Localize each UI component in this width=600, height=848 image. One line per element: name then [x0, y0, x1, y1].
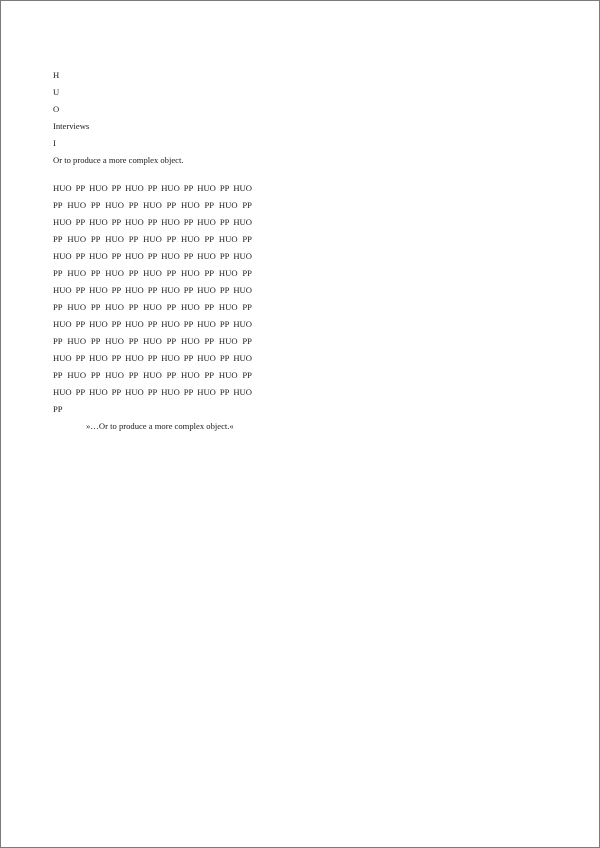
grid-token: HUO	[181, 302, 200, 312]
grid-token: HUO	[181, 200, 200, 210]
grid-token: HUO	[53, 387, 72, 397]
grid-token: HUO	[105, 234, 124, 244]
grid-token: PP	[53, 370, 63, 380]
grid-token: PP	[53, 336, 63, 346]
grid-token: PP	[242, 200, 252, 210]
grid-token: PP	[128, 200, 139, 210]
grid-row	[53, 401, 252, 418]
grid-token: PP	[53, 268, 63, 278]
grid-token: HUO	[181, 370, 200, 380]
grid-token: PP	[75, 183, 86, 193]
grid-token: HUO	[181, 336, 200, 346]
grid-token: PP	[147, 217, 158, 227]
grid-token: HUO	[125, 285, 144, 295]
grid-token: PP	[147, 285, 158, 295]
grid-token: HUO	[181, 268, 200, 278]
grid-token: HUO	[161, 319, 180, 329]
grid-token: PP	[219, 251, 230, 261]
grid-token: PP	[219, 353, 230, 363]
grid-token: HUO	[218, 336, 238, 346]
grid-token: PP	[53, 404, 63, 414]
grid-row	[53, 299, 252, 316]
grid-token: HUO	[161, 387, 180, 397]
grid-token: HUO	[67, 370, 87, 380]
grid-token: PP	[183, 387, 194, 397]
grid-token: PP	[111, 183, 122, 193]
grid-token: HUO	[197, 387, 216, 397]
grid-token: HUO	[197, 353, 216, 363]
grid-token: PP	[242, 302, 252, 312]
grid-row	[53, 316, 252, 333]
grid-token: HUO	[233, 251, 252, 261]
grid-token: PP	[183, 183, 194, 193]
grid-token: PP	[128, 234, 139, 244]
grid-token: HUO	[218, 302, 238, 312]
grid-token: HUO	[67, 336, 87, 346]
grid-token: PP	[147, 319, 158, 329]
grid-token: PP	[204, 234, 215, 244]
grid-token: HUO	[53, 217, 72, 227]
grid-row	[53, 384, 252, 401]
grid-row	[53, 333, 252, 350]
grid-token: HUO	[218, 234, 238, 244]
grid-row	[53, 248, 252, 265]
grid-token: PP	[242, 268, 252, 278]
grid-token: PP	[53, 302, 63, 312]
grid-token: PP	[111, 319, 122, 329]
header-letter-h: H	[53, 70, 60, 80]
grid-token: PP	[90, 370, 101, 380]
grid-token: HUO	[105, 268, 124, 278]
grid-token: HUO	[143, 200, 162, 210]
initials-grid	[53, 180, 253, 418]
grid-token: PP	[147, 387, 158, 397]
grid-token: HUO	[89, 217, 108, 227]
grid-token: HUO	[67, 268, 87, 278]
grid-token: PP	[128, 370, 139, 380]
section-number: I	[53, 138, 56, 148]
grid-row	[53, 350, 252, 367]
grid-token: HUO	[197, 285, 216, 295]
grid-token: HUO	[143, 302, 162, 312]
grid-token: PP	[204, 370, 215, 380]
grid-row	[53, 265, 252, 282]
grid-token: HUO	[89, 251, 108, 261]
spacer	[53, 169, 253, 180]
grid-token: PP	[166, 234, 177, 244]
grid-token: HUO	[161, 217, 180, 227]
grid-token: PP	[242, 234, 252, 244]
grid-token: PP	[166, 200, 177, 210]
grid-token: PP	[204, 268, 215, 278]
grid-token: PP	[219, 387, 230, 397]
grid-token: PP	[75, 387, 86, 397]
grid-token: PP	[111, 217, 122, 227]
grid-token: PP	[75, 285, 86, 295]
header-letter-o: O	[53, 104, 60, 114]
section-title: Interviews	[53, 121, 90, 131]
grid-token: HUO	[161, 353, 180, 363]
grid-token: HUO	[218, 268, 238, 278]
grid-token: HUO	[233, 285, 252, 295]
grid-row	[53, 282, 252, 299]
grid-token: PP	[219, 217, 230, 227]
grid-token: PP	[111, 251, 122, 261]
grid-token: HUO	[67, 200, 87, 210]
grid-token: PP	[166, 268, 177, 278]
grid-token: PP	[111, 353, 122, 363]
grid-token: PP	[75, 353, 86, 363]
page-subtitle: Or to produce a more complex object.	[53, 155, 184, 165]
grid-token: PP	[183, 353, 194, 363]
grid-token: HUO	[53, 319, 72, 329]
grid-token: PP	[183, 251, 194, 261]
grid-token: HUO	[53, 251, 72, 261]
grid-token: PP	[147, 353, 158, 363]
grid-token: PP	[75, 319, 86, 329]
grid-token: PP	[53, 234, 63, 244]
grid-token: PP	[128, 268, 139, 278]
grid-token: PP	[166, 302, 177, 312]
grid-token: PP	[183, 319, 194, 329]
grid-token: PP	[147, 183, 158, 193]
grid-token: HUO	[181, 234, 200, 244]
grid-token: HUO	[125, 319, 144, 329]
grid-token: HUO	[218, 200, 238, 210]
grid-token: HUO	[89, 319, 108, 329]
grid-token: HUO	[125, 183, 144, 193]
grid-token: PP	[75, 217, 86, 227]
grid-token: HUO	[53, 285, 72, 295]
grid-token: PP	[166, 336, 177, 346]
grid-token: HUO	[233, 217, 252, 227]
grid-token: PP	[90, 268, 101, 278]
grid-row	[53, 231, 252, 248]
grid-row	[53, 367, 252, 384]
grid-token: PP	[166, 370, 177, 380]
grid-token: HUO	[53, 353, 72, 363]
grid-row	[53, 214, 252, 231]
grid-token: PP	[53, 200, 63, 210]
grid-token: HUO	[53, 183, 72, 193]
grid-token: HUO	[89, 183, 108, 193]
grid-token: HUO	[67, 302, 87, 312]
grid-token: PP	[128, 336, 139, 346]
page-content	[53, 67, 253, 435]
grid-token: HUO	[125, 353, 144, 363]
grid-token: HUO	[89, 353, 108, 363]
grid-token: HUO	[105, 302, 124, 312]
grid-token: HUO	[125, 251, 144, 261]
grid-token: HUO	[143, 336, 162, 346]
grid-token: HUO	[197, 217, 216, 227]
grid-token: PP	[219, 183, 230, 193]
grid-token: HUO	[161, 183, 180, 193]
grid-token: HUO	[67, 234, 87, 244]
grid-row	[53, 180, 252, 197]
grid-token: HUO	[197, 319, 216, 329]
grid-token: HUO	[143, 234, 162, 244]
grid-token: HUO	[105, 370, 124, 380]
grid-token: HUO	[105, 200, 124, 210]
grid-token: PP	[204, 336, 215, 346]
grid-token: PP	[90, 200, 101, 210]
grid-token: PP	[242, 370, 252, 380]
grid-token: HUO	[218, 370, 238, 380]
pull-quote: »…Or to produce a more complex object.«	[86, 421, 234, 431]
header-letter-u: U	[53, 87, 60, 97]
grid-token: HUO	[197, 251, 216, 261]
grid-token: HUO	[197, 183, 216, 193]
grid-token: PP	[183, 217, 194, 227]
grid-token: PP	[90, 302, 101, 312]
grid-token: PP	[75, 251, 86, 261]
grid-token: HUO	[161, 251, 180, 261]
grid-token: PP	[204, 200, 215, 210]
grid-token: HUO	[89, 387, 108, 397]
grid-token: HUO	[233, 387, 252, 397]
grid-token: PP	[128, 302, 139, 312]
grid-token: HUO	[233, 353, 252, 363]
grid-token: HUO	[125, 217, 144, 227]
grid-token: HUO	[105, 336, 124, 346]
grid-token: PP	[204, 302, 215, 312]
grid-token: PP	[242, 336, 252, 346]
grid-token: PP	[111, 387, 122, 397]
grid-token: PP	[219, 285, 230, 295]
grid-token: PP	[111, 285, 122, 295]
grid-token: HUO	[233, 319, 252, 329]
grid-token: PP	[147, 251, 158, 261]
grid-token: PP	[219, 319, 230, 329]
grid-token: HUO	[161, 285, 180, 295]
grid-token: PP	[90, 234, 101, 244]
grid-token: HUO	[233, 183, 252, 193]
grid-row	[53, 197, 252, 214]
grid-token: HUO	[143, 268, 162, 278]
grid-token: PP	[183, 285, 194, 295]
grid-token: HUO	[89, 285, 108, 295]
grid-token: HUO	[143, 370, 162, 380]
grid-token: HUO	[125, 387, 144, 397]
grid-token: PP	[90, 336, 101, 346]
